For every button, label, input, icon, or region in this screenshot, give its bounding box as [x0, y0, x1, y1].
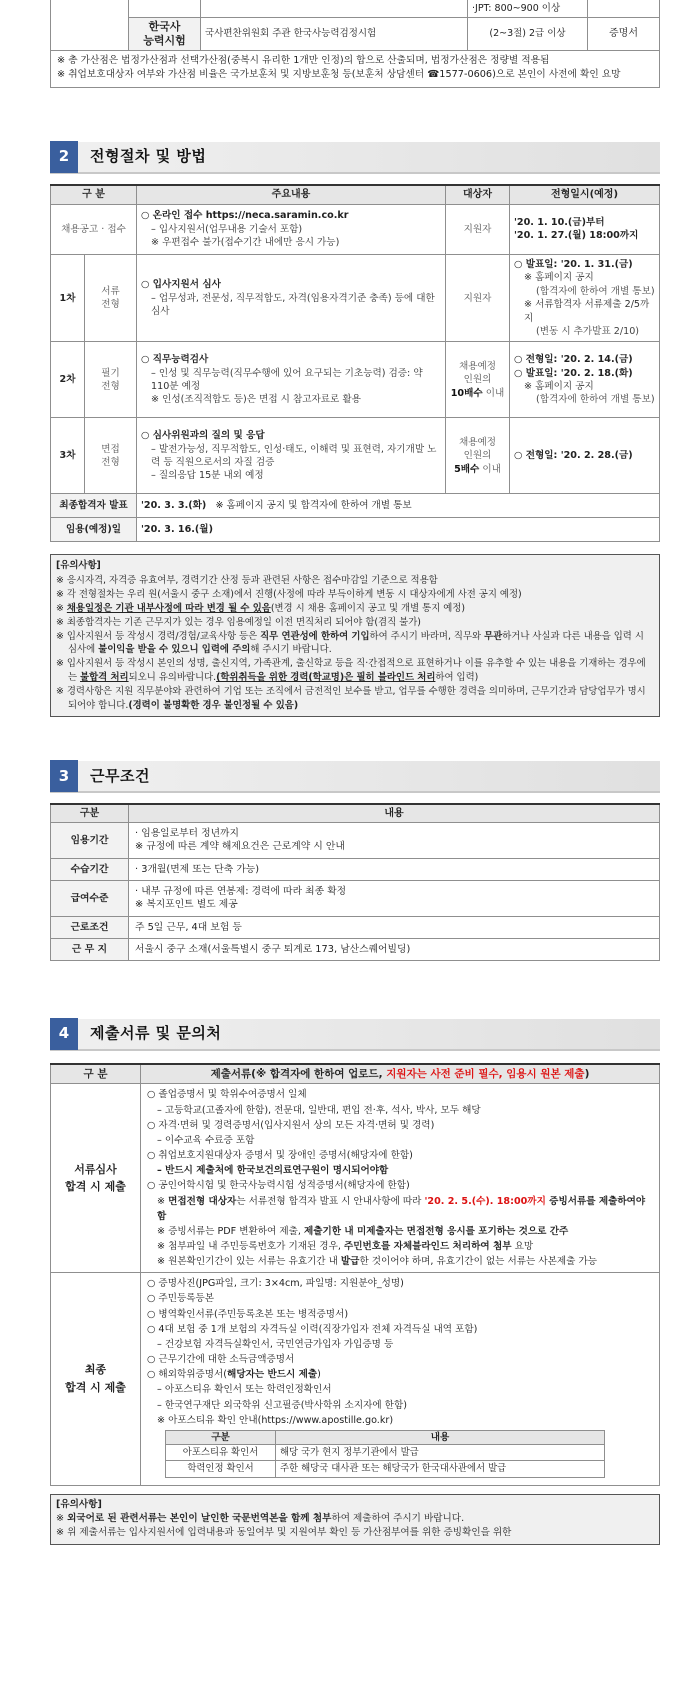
table-row [166, 1445, 605, 1461]
apostille-table [165, 1430, 605, 1478]
col-header: 전형일시(예정) [510, 185, 660, 205]
stage: 2차 [51, 342, 85, 418]
additional-points-table-fragment [50, 0, 660, 88]
content-line: ○ 4대 보험 중 1개 보험의 자격득실 이력(직장가입자 전체 자격득실 내역 포함) [147, 1323, 478, 1335]
caution-line: ※ 최종합격자는 기존 근무지가 있는 경우 임용예정일 이전 면직처리 되어야 함(겸직 불가) [56, 616, 421, 628]
caution-line [56, 1512, 654, 1526]
row-content [137, 342, 446, 418]
caution-line: ※ 각 전형절차는 우리 원(서울시 중구 소재)에서 진행(사정에 따라 부득이하게 변동 시 대상자에게 사전 공지 예정) [56, 589, 522, 601]
category-cell [51, 0, 129, 50]
date-line: '20. 1. 27.(월) 18:00까지 [514, 230, 639, 242]
row-content [129, 822, 660, 858]
stage: 1차 [51, 254, 85, 342]
content-line: · 내부 규정에 따른 연봉제: 경력에 따라 최종 확정 [135, 885, 347, 897]
content-line: – 아포스티유 확인서 또는 학력인정확인서 [157, 1384, 332, 1396]
caution-text: ※ 입사지원서 등 작성시 본인의 성명, 출신지역, 가족관계, 출신학교 등을 직·간접적으로 표현하거나 이를 유추할 수 있는 내용을 기재하는 경우에는 [56, 658, 646, 683]
working-conditions-table-wrap [50, 803, 660, 961]
working-conditions-table [50, 803, 660, 961]
row-content [137, 418, 446, 494]
table-row [51, 938, 660, 960]
row-content [137, 494, 660, 518]
caution-emphasis: (학위취득을 위한 경력(학교명)은 필히 블라인드 처리 [216, 671, 436, 683]
section-3-header [50, 761, 660, 793]
sub-label: 학력인정 확인서 [166, 1461, 276, 1477]
schedule [510, 254, 660, 342]
caution-emphasis: 채용일정은 기관 내부사정에 따라 변경 될 수 있음 [66, 602, 271, 614]
target: 지원자 [446, 254, 510, 342]
row-content: · 3개월(면제 또는 단축 가능) [129, 858, 660, 880]
section-2-header [50, 142, 660, 174]
caution-line [56, 657, 654, 685]
stage-name: 필기 전형 [85, 342, 137, 418]
caution-emphasis: 불합격 처리 [80, 671, 129, 683]
content-line: ○ 근무기간에 대한 소득금액증명서 [147, 1354, 295, 1366]
table-row [51, 1273, 660, 1485]
content-line: ○ 심사위원과의 질의 및 응답 [141, 430, 265, 442]
caution-box [50, 554, 660, 717]
row-content [137, 518, 660, 542]
content-line: ○ 자격·면허 및 경력증명서(입사지원서 상의 모든 자격·면허 및 경력) [147, 1119, 435, 1131]
caution-text: 하거나 사실과 다른 내용을 입력 시 심사에 [68, 630, 644, 656]
appoint-date: '20. 3. 16.(월) [141, 524, 213, 536]
content-emphasis: 증빙서류를 제출하여야 함 [157, 1195, 646, 1222]
caution-title: [유의사항] [56, 1498, 102, 1510]
target-suffix: 이내 [479, 463, 501, 475]
note-line: ※ 취업보호대상자 여부와 가산점 비율은 국가보훈처 및 지방보훈청 등(보훈처 상담센터 ☎1577-0606)으로 본인이 사전에 확인 요망 [57, 69, 621, 81]
content-line: ○ 입사지원서 심사 [141, 279, 221, 291]
table-row [51, 916, 660, 938]
content-line: – 한국연구재단 외국학위 신고필증(박사학위 소지자에 한함) [157, 1399, 407, 1411]
caution-line [56, 685, 654, 713]
additional-points-table [50, 0, 660, 51]
caution-text: ※ [56, 602, 67, 614]
table-row [51, 494, 660, 518]
caution-text: ※ [56, 1512, 68, 1524]
table-row [51, 518, 660, 542]
content-text: ○ 해외학위증명서( [147, 1369, 228, 1381]
section-title: 제출서류 및 문의처 [90, 1024, 222, 1043]
schedule [510, 342, 660, 418]
content-text: ) [317, 1369, 321, 1381]
row-label [51, 1084, 141, 1273]
content-line: ※ 규정에 따른 계약 해제요건은 근로계약 시 안내 [135, 841, 345, 853]
content-text: ※ 증빙서류는 PDF 변환하여 제출, [157, 1225, 304, 1237]
target-multiple: 5배수 [454, 463, 480, 475]
content-text: 요망 [511, 1240, 534, 1252]
content-line: ※ 복지포인트 별도 제공 [135, 899, 238, 911]
content-line: – 질의응답 15분 내외 예정 [151, 470, 264, 482]
header-emphasis: 지원자는 사전 준비 필수, 임용시 원본 제출 [386, 1067, 585, 1080]
deadline: '20. 2. 5.(수). 18:00까지 [424, 1195, 546, 1207]
section-title: 전형절차 및 방법 [90, 147, 207, 166]
table-row [166, 1461, 605, 1477]
date-line: ○ 전형일: '20. 2. 28.(금) [514, 450, 633, 462]
date-line: (합격자에 한하여 개별 통보) [536, 394, 655, 406]
content-text: 한 것이어야 하며, 유효기간이 없는 서류는 사본제출 가능 [359, 1256, 597, 1268]
date-line: ○ 발표일: '20. 2. 18.(화) [514, 367, 633, 379]
note-line: ※ 총 가산점은 법정가산점과 선택가산점(중복시 유리한 1개만 인정)의 합으로 산출되며, 법정가산점은 정량별 적용됨 [57, 54, 550, 66]
row-content [141, 1084, 660, 1273]
caution-emphasis: 불이익을 받을 수 있으니 입력에 주의 [98, 644, 251, 656]
final-date: '20. 3. 3.(화) [141, 500, 207, 512]
table-row [51, 858, 660, 880]
target-line: 채용예정 [458, 360, 497, 372]
col-header: 내용 [276, 1430, 605, 1444]
section-title: 근무조건 [90, 766, 150, 785]
col-header: 내용 [129, 804, 660, 822]
content-line: · 임용일로부터 정년까지 [135, 827, 239, 839]
content-line: – 반드시 제출처에 한국보건의료연구원이 명시되어야함 [157, 1165, 389, 1177]
documents-table-wrap [50, 1063, 660, 1486]
table-row [51, 880, 660, 916]
row-content: 서울시 중구 소재(서울특별시 중구 퇴계로 173, 남산스퀘어빌딩) [129, 938, 660, 960]
target [446, 418, 510, 494]
target-line: 인원의 [463, 450, 492, 462]
row-label: 최종합격자 발표 [51, 494, 137, 518]
blank-cell [201, 0, 468, 18]
section-4-header [50, 1019, 660, 1051]
date-line: ○ 발표일: '20. 1. 31.(금) [514, 258, 633, 270]
content-line: ○ 직무능력검사 [141, 354, 209, 366]
target [446, 342, 510, 418]
row-label: 급여수준 [51, 880, 129, 916]
date-line: ※ 홈페이지 공지 [524, 272, 594, 284]
caution-emphasis: 무관 [484, 630, 503, 642]
stage-name: 면접 전형 [85, 418, 137, 494]
caution-line [56, 630, 654, 658]
blank-cell [129, 0, 201, 18]
jpt-score: ·JPT: 800~900 이상 [468, 0, 588, 18]
korean-history-test-desc: 국사편찬위원회 주관 한국사능력검정시험 [201, 18, 468, 51]
target-line: 인원의 [463, 374, 492, 386]
caution-text: 하여 제출하여 주시기 바랍니다. [331, 1512, 465, 1524]
content-line: ○ 졸업증명서 및 학위수여증명서 일체 [147, 1089, 307, 1101]
label-line: 합격 시 제출 [65, 1180, 126, 1194]
row-label: 임용기간 [51, 822, 129, 858]
schedule [510, 204, 660, 254]
row-content: 주 5일 근무, 4대 보험 등 [129, 916, 660, 938]
caution-text: ※ 경력사항은 지원 직무분야와 관련하여 기업 또는 조직에서 금전적인 보수를 받고, 업무를 수행한 경력을 의미하며, 근무기간과 담당업무가 명시되어야 합니다. [56, 685, 646, 711]
content-line: ※ 우편접수 불가(접수기간 내에만 응시 가능) [151, 237, 340, 249]
content-line: ○ 취업보호지원대상자 증명서 및 장애인 증명서(해당자에 한함) [147, 1150, 413, 1162]
caution-text: 해 주시기 바랍니다. [250, 644, 332, 656]
content-line: ○ 공인어학시험 및 한국사능력시험 성적증명서(해당자에 한함) [147, 1180, 410, 1192]
content-text: 는 서류전형 합격자 발표 시 안내사항에 따라 [236, 1195, 425, 1207]
caution-line [56, 602, 654, 616]
content-emphasis: 면접전형 대상자 [168, 1195, 237, 1207]
selection-process-table [50, 184, 660, 543]
caution-text: 하여 입력) [435, 671, 479, 683]
target: 지원자 [446, 204, 510, 254]
content-line: ○ 주민등록등본 [147, 1293, 215, 1305]
col-header: 구분 [166, 1430, 276, 1444]
blank-cell [588, 0, 660, 18]
row-label: 근 무 지 [51, 938, 129, 960]
date-line: ※ 홈페이지 공지 [524, 380, 594, 392]
label-line: 합격 시 제출 [65, 1380, 126, 1394]
date-line: ○ 전형일: '20. 2. 14.(금) [514, 354, 633, 366]
content-line: – 고등학교(고졸자에 한함), 전문대, 일반대, 편입 전·후, 석사, 박사, 모두 해당 [157, 1104, 481, 1116]
col-header: 대상자 [446, 185, 510, 205]
stage-name: 서류 전형 [85, 254, 137, 342]
korean-history-test-label: 한국사 능력시험 [129, 18, 201, 51]
sub-content: 주한 해당국 대사관 또는 해당국가 한국대사관에서 발급 [276, 1461, 605, 1477]
date-line: ※ 서류합격자 서류제출 2/5까지 [524, 299, 650, 324]
caution-text: 되오니 유의바랍니다. [128, 671, 217, 683]
additional-points-notes [50, 51, 660, 88]
col-header: 구 분 [51, 1064, 141, 1084]
date-line: (변동 시 추가발표 2/10) [536, 326, 640, 338]
table-row [51, 418, 660, 494]
row-label: 채용공고 · 접수 [51, 204, 137, 254]
final-note: ※ 홈페이지 공지 및 합격자에 한하여 개별 통보 [215, 500, 412, 512]
row-content [141, 1273, 660, 1485]
content-text: ※ 첨부파일 내 주민등록번호가 기재된 경우, [157, 1240, 344, 1252]
caution-text: ※ 입사지원서 등 작성시 경력/경험/교육사항 등은 [56, 630, 261, 642]
caution-line: ※ 응시자격, 자격증 유효여부, 경력기간 산정 등과 관련된 사항은 접수마감일 기준으로 적용함 [56, 575, 438, 587]
content-emphasis: 주민번호를 자체블라인드 처리하여 첨부 [343, 1240, 512, 1252]
caution-emphasis: (경력이 불명확한 경우 불인정될 수 있음) [128, 699, 299, 711]
caution-emphasis: 외국어로 된 관련서류는 본인이 날인한 국문번역본을 함께 첨부 [67, 1512, 332, 1524]
content-text: ※ 원본확인기간이 있는 서류는 유효기간 내 [157, 1256, 341, 1268]
caution-title: [유의사항] [56, 560, 101, 572]
content-line: – 발전가능성, 직무적합도, 인성·태도, 이해력 및 표현력, 자기개발 노력 등 직원으로서의 자질 검증 [151, 443, 437, 468]
col-header [141, 1064, 660, 1084]
section-number: 3 [50, 760, 78, 792]
content-line: ○ 증명사진(JPG파일, 크기: 3×4cm, 파일명: 지원분야_성명) [147, 1278, 404, 1290]
table-row [51, 822, 660, 858]
stage: 3차 [51, 418, 85, 494]
row-label: 근로조건 [51, 916, 129, 938]
row-label [51, 1273, 141, 1485]
sub-content: 해당 국가 현지 정부기관에서 발급 [276, 1445, 605, 1461]
header-text: 제출서류(※ 합격자에 한하여 업로드, [210, 1067, 387, 1080]
content-emphasis: 해당자는 반드시 제출 [227, 1369, 318, 1381]
content-emphasis: 발급 [340, 1256, 360, 1268]
content-line: ○ 온라인 접수 https://neca.saramin.co.kr [141, 210, 349, 222]
table-row [51, 204, 660, 254]
caution-box-2 [50, 1494, 660, 1545]
col-header: 구 분 [51, 185, 137, 205]
content-line: – 건강보험 자격득실확인서, 국민연금가입자 가입증명 등 [157, 1338, 394, 1350]
target-line: 채용예정 [458, 436, 497, 448]
schedule [510, 418, 660, 494]
caution-line: ※ 위 제출서류는 입사지원서에 입력내용과 동일여부 및 지원여부 확인 등 가산점부여를 위한 증빙확인을 위한 [56, 1527, 512, 1539]
table-row [51, 1084, 660, 1273]
content-line: – 업무성과, 전문성, 직무적합도, 자격(임용자격기준 충족) 등에 대한 심사 [151, 292, 435, 317]
korean-history-test-level: (2~3절) 2급 이상 [468, 18, 588, 51]
col-header: 구분 [51, 804, 129, 822]
table-row [51, 342, 660, 418]
section-number: 4 [50, 1018, 78, 1050]
content-line: ※ 인성(조직적합도 등)은 면접 시 참고자료로 활용 [151, 394, 361, 406]
label-line: 최종 [84, 1363, 107, 1377]
date-line: '20. 1. 10.(금)부터 [514, 217, 605, 229]
content-emphasis: 제출기한 내 미제출자는 면접전형 응시를 포기하는 것으로 간주 [303, 1225, 569, 1237]
documents-table [50, 1063, 660, 1486]
content-line: – 이수교육 수료증 포함 [157, 1134, 255, 1146]
content-text: ※ [157, 1195, 169, 1207]
row-label: 수습기간 [51, 858, 129, 880]
row-content [129, 880, 660, 916]
section-number: 2 [50, 141, 78, 173]
target-multiple: 10배수 [450, 387, 483, 399]
content-line: – 입사지원서(업무내용 기술서 포함) [151, 223, 303, 235]
header-text: ) [584, 1067, 590, 1080]
selection-process-table-wrap [50, 184, 660, 543]
content-line: ○ 병역확인서류(주민등록초본 또는 병적증명서) [147, 1308, 349, 1320]
korean-history-test-unit: 증명서 [588, 18, 660, 51]
content-line: – 인성 및 직무능력(직무수행에 있어 요구되는 기초능력) 검증: 약 110분 예정 [151, 367, 423, 392]
label-line: 서류심사 [74, 1162, 117, 1176]
caution-emphasis: 직무 연관성에 한하여 기입 [260, 630, 370, 642]
target-suffix: 이내 [482, 387, 505, 399]
row-content [137, 204, 446, 254]
content-line: ※ 아포스티유 확인 안내(https://www.apostille.go.kr) [157, 1414, 394, 1426]
row-label: 임용(예정)일 [51, 518, 137, 542]
caution-text: (변경 시 채용 홈페이지 공고 및 개별 통지 예정) [270, 602, 465, 614]
sub-label: 아포스티유 확인서 [166, 1445, 276, 1461]
row-content [137, 254, 446, 342]
table-row [51, 254, 660, 342]
col-header: 주요내용 [137, 185, 446, 205]
caution-text: 하여 주시기 바라며, 직무와 [369, 630, 485, 642]
date-line: (합격자에 한하여 개별 통보) [536, 285, 655, 297]
